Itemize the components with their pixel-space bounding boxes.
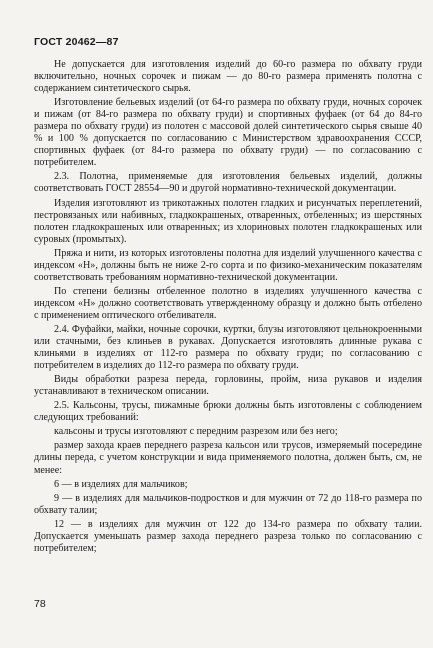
paragraph: 9 — в изделиях для мальчиков-подростков и для мужчин от 72 до 118-го размера по обхвату талии; bbox=[34, 492, 422, 516]
paragraph: кальсоны и трусы изготовляют с передним разрезом или без него; bbox=[54, 426, 338, 438]
paragraph: размер захода краев переднего разреза кальсон или трусов, измеряемый посередине длины переда, с учетом конструкции и вида применяемого полотна, должен быть, см, не менее: bbox=[34, 440, 422, 476]
paragraph: Не допускается для изготовления изделий до 60-го размера по обхвату груди включительно, ночных сорочек и пижам — до 80-го размера применять полотна с содержанием синтетического сырья. bbox=[34, 59, 422, 95]
document-header: ГОСТ 20462—87 bbox=[34, 36, 119, 48]
paragraph: Виды обработки разреза переда, горловины, пройм, низа рукавов и изделия устанавливают в техническом описании. bbox=[34, 374, 422, 398]
paragraph: Пряжа и нити, из которых изготовлены полотна для изделий улучшенного качества с индексом «Н», должны быть не ниже 2-го сорта и по физико-механическим показателям соответствовать требованиям нормативно-технической документации. bbox=[34, 247, 422, 283]
paragraph: Изготовление бельевых изделий (от 64-го размера по обхвату груди, ночных сорочек и пижам (от 84-го размера по обхвату груди) и спортивных фуфаек (от 64 до 84-го размера по обхвату груди) из полотен с массовой долей синтетического сырья свыше 40 % и 100 % допускается по согласованию с Министерством здравоохранения СССР, спортивных фуфаек (от 84-го размера по обхвату груди) — по согласованию с потребителем. bbox=[34, 97, 422, 169]
paragraph: 2.5. Кальсоны, трусы, пижамные брюки должны быть изготовлены с соблюдением следующих требований: bbox=[34, 400, 422, 424]
paragraph: 6 — в изделиях для мальчиков; bbox=[54, 478, 188, 490]
paragraph: По степени белизны отбеленное полотно в изделиях улучшенного качества с индексом «Н» должно соответствовать утвержденному образцу и должно быть отбелено с применением оптического отбеливателя. bbox=[34, 285, 422, 321]
paragraph: Изделия изготовляют из трикотажных полотен гладких и рисунчатых переплетений, пестровязаных или набивных, гладкокрашеных, отваренных, отбеленных; из шерстяных полотен гладкокрашеных или отваренных; из хлориновых полотен гладкокрашеных или суровых (промытых). bbox=[34, 197, 422, 245]
paragraph: 2.3. Полотна, применяемые для изготовления бельевых изделий, должны соответствовать ГОСТ 28554—90 и другой нормативно-технической документации. bbox=[34, 171, 422, 195]
paragraph: 12 — в изделиях для мужчин от 122 до 134-го размера по обхвату талии. Допускается уменьшать размер захода переднего разреза только по согласованию с потребителем; bbox=[34, 518, 422, 554]
page-body bbox=[34, 59, 422, 557]
paragraph: 2.4. Фуфайки, майки, ночные сорочки, куртки, блузы изготовляют цельнокроенными или стачными, без клиньев в рукавах. Допускается изготовлять длинные рукава с клиньями в изделиях от 112-го размера по обхвату груди; по согласованию с потребителем в изделиях до 112-го размера по обхвату груди. bbox=[34, 323, 422, 372]
page-number: 78 bbox=[34, 598, 46, 610]
